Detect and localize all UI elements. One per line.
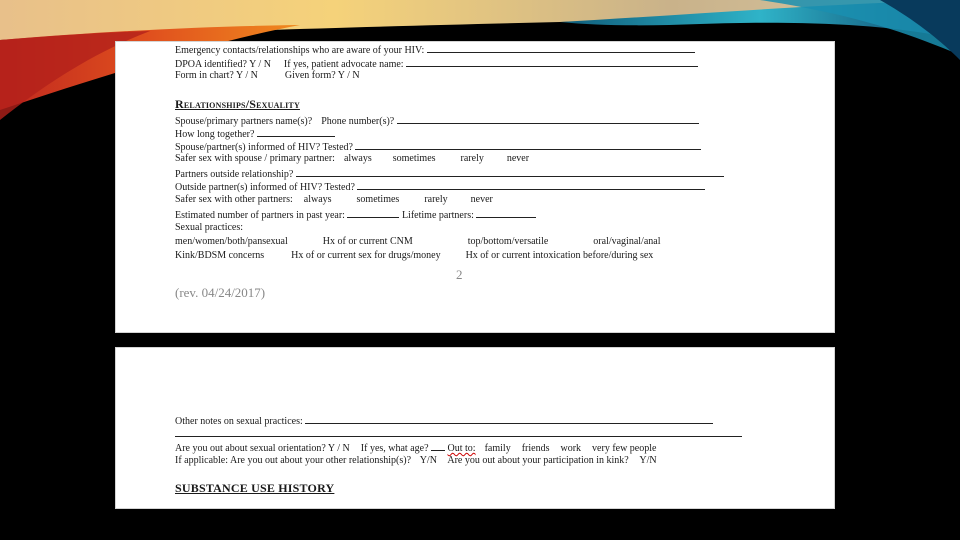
dpoa-line	[175, 57, 698, 71]
how-long-field[interactable]	[257, 127, 335, 137]
out-orientation-line	[175, 441, 656, 455]
option-always[interactable]: always	[343, 153, 372, 164]
partners-outside-label: Partners outside relationship?	[175, 169, 294, 180]
out-to-family[interactable]: family	[484, 443, 511, 454]
option-rarely[interactable]: rarely	[460, 153, 484, 164]
document-page-1	[115, 41, 835, 333]
safer-sex-others-label: Safer sex with other partners:	[175, 194, 293, 205]
spouse-phone-field[interactable]	[397, 114, 699, 124]
safer-sex-others-line	[175, 194, 493, 206]
section-heading-relationships: Relationships/Sexuality	[175, 97, 300, 111]
option-sometimes[interactable]: sometimes	[356, 194, 400, 205]
option-rarely[interactable]: rarely	[424, 194, 448, 205]
out-orientation-label: Are you out about sexual orientation? Y / N	[175, 443, 350, 454]
form-in-chart-label: Form in chart? Y / N	[175, 70, 258, 81]
spouse-informed-line	[175, 140, 701, 154]
out-kink-label: Are you out about your participation in kink?	[447, 455, 629, 466]
out-age-field[interactable]	[431, 441, 445, 451]
option-always[interactable]: always	[303, 194, 332, 205]
how-long-label: How long together?	[175, 129, 255, 140]
sexual-practices-label: Sexual practices:	[175, 222, 244, 233]
option-sometimes[interactable]: sometimes	[392, 153, 436, 164]
patient-advocate-label: If yes, patient advocate name:	[283, 59, 404, 70]
out-to-very-few[interactable]: very few people	[592, 443, 657, 454]
option-never[interactable]: never	[506, 153, 530, 164]
estimated-partners-field[interactable]	[347, 208, 399, 218]
spouse-name-label: Spouse/primary partners name(s)?	[175, 116, 313, 127]
form-in-chart-line	[175, 70, 360, 82]
sexual-practices-line	[175, 222, 243, 234]
emergency-contacts-field[interactable]	[427, 43, 695, 53]
practices-row-1	[175, 236, 661, 248]
spouse-informed-label: Spouse/partner(s) informed of HIV? Tested?	[175, 142, 353, 153]
out-age-label: If yes, what age?	[360, 443, 429, 454]
outside-informed-field[interactable]	[357, 180, 705, 190]
out-to-friends[interactable]: friends	[521, 443, 550, 454]
lifetime-partners-field[interactable]	[476, 208, 536, 218]
other-notes-line	[175, 414, 713, 428]
outside-informed-label: Outside partner(s) informed of HIV? Tested?	[175, 182, 355, 193]
emergency-contacts-label: Emergency contacts/relationships who are aware of your HIV:	[175, 45, 425, 56]
out-to-label: Out to:	[447, 443, 476, 454]
other-notes-extra-line[interactable]	[175, 436, 742, 437]
estimated-partners-label: Estimated number of partners in past year:	[175, 210, 345, 221]
page-number: 2	[456, 267, 463, 282]
out-relationships-label: If applicable: Are you out about your other relationship(s)?	[175, 455, 412, 466]
phone-number-label: Phone number(s)?	[321, 116, 395, 127]
out-kink-yn[interactable]: Y/N	[639, 455, 657, 466]
practice-position[interactable]: top/bottom/versatile	[467, 236, 549, 247]
practice-orientation[interactable]: men/women/both/pansexual	[175, 236, 288, 247]
lifetime-partners-label: Lifetime partners:	[401, 210, 474, 221]
practice-type[interactable]: oral/vaginal/anal	[593, 236, 661, 247]
out-to-work[interactable]: work	[560, 443, 582, 454]
safer-sex-primary-line	[175, 153, 529, 165]
other-notes-label: Other notes on sexual practices:	[175, 416, 303, 427]
practice-intoxication[interactable]: Hx of or current intoxication before/during sex	[465, 250, 654, 261]
emergency-contacts-line	[175, 43, 695, 57]
dpoa-label: DPOA identified? Y / N	[175, 59, 271, 70]
applicable-line	[175, 455, 657, 467]
estimated-partners-line	[175, 208, 536, 222]
practice-cnm[interactable]: Hx of or current CNM	[322, 236, 413, 247]
outside-informed-line	[175, 180, 705, 194]
out-relationships-yn[interactable]: Y/N	[419, 455, 437, 466]
partners-outside-field[interactable]	[296, 167, 724, 177]
spouse-informed-field[interactable]	[355, 140, 701, 150]
other-notes-field[interactable]	[305, 414, 713, 424]
partners-outside-line	[175, 167, 724, 181]
revision-date: (rev. 04/24/2017)	[175, 285, 266, 300]
practice-kink-bdsm[interactable]: Kink/BDSM concerns	[175, 250, 265, 261]
given-form-label: Given form? Y / N	[284, 70, 360, 81]
section-heading-substance: SUBSTANCE USE HISTORY	[175, 481, 335, 495]
safer-sex-primary-label: Safer sex with spouse / primary partner:	[175, 153, 335, 164]
how-long-line	[175, 127, 335, 141]
practice-sex-for-drugs[interactable]: Hx of or current sex for drugs/money	[291, 250, 441, 261]
spouse-line	[175, 114, 699, 128]
option-never[interactable]: never	[470, 194, 493, 205]
patient-advocate-field[interactable]	[406, 57, 698, 67]
document-page-2	[115, 347, 835, 509]
practices-row-2	[175, 250, 653, 262]
